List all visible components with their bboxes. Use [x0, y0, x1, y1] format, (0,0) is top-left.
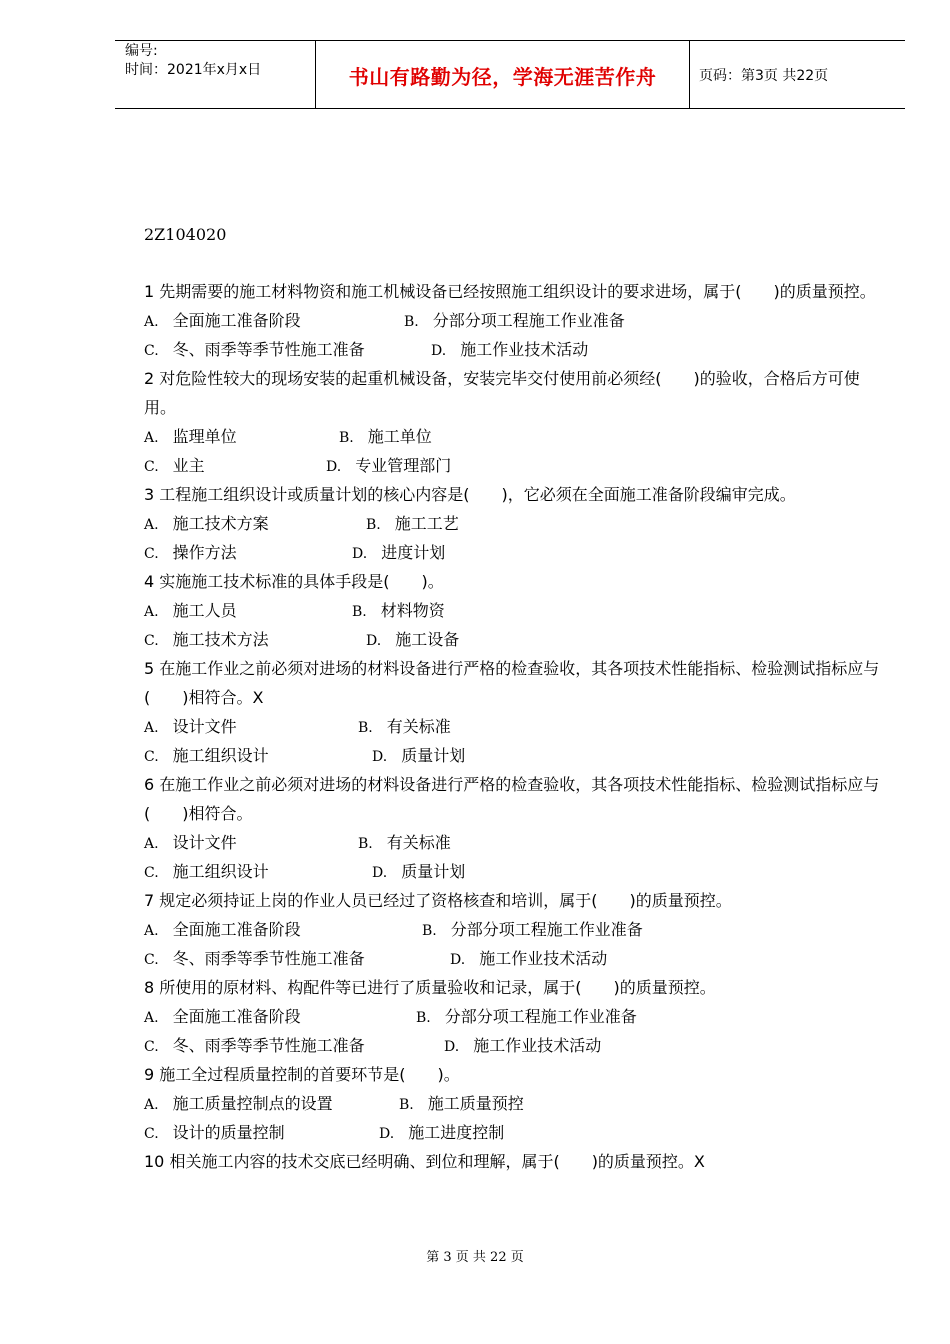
option-letter: D.: [366, 633, 382, 649]
answer-option: [144, 1002, 301, 1033]
option-row: [144, 1118, 884, 1147]
option-letter: D.: [372, 749, 388, 765]
option-letter: D.: [372, 865, 388, 881]
question-list: [144, 277, 884, 1176]
answer-option: [422, 915, 643, 946]
option-text: 分部分项工程施工作业准备: [432, 311, 625, 330]
option-text: 质量计划: [401, 746, 466, 765]
answer-option: [144, 422, 237, 453]
option-text: 施工技术方案: [172, 514, 269, 533]
answer-option: [144, 712, 237, 743]
answer-option: [144, 857, 269, 888]
option-letter: C.: [144, 546, 159, 562]
option-text: 分部分项工程施工作业准备: [444, 1007, 637, 1026]
option-text: 进度计划: [381, 543, 446, 562]
answer-option: [358, 828, 451, 859]
option-row: [144, 509, 884, 538]
answer-option: [416, 1002, 637, 1033]
option-row: [144, 596, 884, 625]
option-letter: A.: [144, 1097, 159, 1113]
option-row: [144, 1031, 884, 1060]
option-row: [144, 741, 884, 770]
time-label: 时间：2021年x月x日: [125, 62, 262, 78]
option-text: 施工质量预控: [427, 1094, 524, 1113]
question-text: 9 施工全过程质量控制的首要环节是( )。: [144, 1065, 460, 1084]
option-letter: B.: [404, 314, 419, 330]
spacer: [144, 249, 884, 277]
answer-option: [144, 335, 365, 366]
option-text: 施工设备: [395, 630, 460, 649]
option-letter: A.: [144, 430, 159, 446]
answer-option: [444, 1031, 601, 1062]
answer-option: [372, 857, 465, 888]
answer-option: [144, 509, 269, 540]
header-page-info: 页码：第3页 共22页: [699, 68, 829, 84]
answer-option: [144, 538, 237, 569]
option-text: 冬、雨季等季节性施工准备: [172, 340, 365, 359]
option-text: 施工质量控制点的设置: [172, 1094, 333, 1113]
option-letter: D.: [444, 1039, 460, 1055]
option-text: 施工进度控制: [408, 1123, 505, 1142]
option-text: 施工工艺: [394, 514, 459, 533]
option-letter: D.: [352, 546, 368, 562]
answer-option: [339, 422, 432, 453]
option-letter: B.: [366, 517, 381, 533]
question-text: 2 对危险性较大的现场安装的起重机械设备，安装完毕交付使用前必须经( )的验收，合格后方可使用。: [144, 369, 860, 417]
answer-option: [144, 306, 301, 337]
question-text: 7 规定必须持证上岗的作业人员已经过了资格核查和培训，属于( )的质量预控。: [144, 891, 732, 910]
option-text: 设计文件: [172, 833, 237, 852]
option-row: [144, 1089, 884, 1118]
answer-option: [144, 915, 301, 946]
option-letter: C.: [144, 1126, 159, 1142]
option-text: 专业管理部门: [355, 456, 452, 475]
option-letter: B.: [339, 430, 354, 446]
option-letter: B.: [422, 923, 437, 939]
option-letter: C.: [144, 1039, 159, 1055]
answer-option: [379, 1118, 504, 1149]
header-divider: [689, 41, 690, 108]
answer-option: [366, 625, 459, 656]
option-text: 全面施工准备阶段: [172, 1007, 301, 1026]
answer-option: [404, 306, 625, 337]
question-text: 3 工程施工组织设计或质量计划的核心内容是( )，它必须在全面施工准备阶段编审完成。: [144, 485, 796, 504]
answer-option: [144, 1089, 333, 1120]
option-text: 施工作业技术活动: [460, 340, 589, 359]
answer-option: [144, 828, 237, 859]
doc-code: 2Z104020: [144, 225, 227, 244]
option-letter: B.: [358, 720, 373, 736]
option-letter: A.: [144, 923, 159, 939]
option-row: [144, 335, 884, 364]
answer-option: [144, 741, 269, 772]
answer-option: [144, 1118, 285, 1149]
option-row: [144, 712, 884, 741]
option-text: 施工组织设计: [172, 746, 269, 765]
option-letter: B.: [399, 1097, 414, 1113]
option-text: 设计文件: [172, 717, 237, 736]
option-row: [144, 1002, 884, 1031]
answer-option: [352, 538, 445, 569]
option-text: 施工作业技术活动: [473, 1036, 602, 1055]
option-letter: A.: [144, 720, 159, 736]
option-text: 操作方法: [172, 543, 237, 562]
answer-option: [326, 451, 451, 482]
answer-option: [358, 712, 451, 743]
option-letter: D.: [450, 952, 466, 968]
answer-option: [366, 509, 459, 540]
option-text: 监理单位: [172, 427, 237, 446]
option-row: [144, 944, 884, 973]
option-letter: B.: [416, 1010, 431, 1026]
option-text: 业主: [172, 456, 205, 475]
option-letter: C.: [144, 952, 159, 968]
option-row: [144, 828, 884, 857]
option-letter: B.: [352, 604, 367, 620]
option-letter: C.: [144, 343, 159, 359]
answer-option: [399, 1089, 524, 1120]
number-label: 编号:: [125, 43, 158, 59]
option-letter: A.: [144, 517, 159, 533]
page-footer: 第 3 页 共 22 页: [426, 1250, 524, 1265]
option-letter: C.: [144, 633, 159, 649]
question-text: 4 实施施工技术标准的具体手段是( )。: [144, 572, 444, 591]
option-letter: C.: [144, 749, 159, 765]
answer-option: [144, 596, 237, 627]
question-text: 1 先期需要的施工材料物资和施工机械设备已经按照施工组织设计的要求进场，属于( )的质量预控。: [144, 282, 876, 301]
option-text: 有关标准: [386, 833, 451, 852]
question-text: 8 所使用的原材料、构配件等已进行了质量验收和记录，属于( )的质量预控。: [144, 978, 716, 997]
option-text: 施工组织设计: [172, 862, 269, 881]
answer-option: [431, 335, 588, 366]
option-text: 全面施工准备阶段: [172, 920, 301, 939]
option-letter: A.: [144, 314, 159, 330]
header-motto: 书山有路勤为径，学海无涯苦作舟: [348, 65, 657, 89]
option-text: 设计的质量控制: [172, 1123, 285, 1142]
answer-option: [450, 944, 607, 975]
header-meta: [125, 42, 261, 80]
option-row: [144, 422, 884, 451]
option-letter: A.: [144, 836, 159, 852]
option-letter: D.: [431, 343, 447, 359]
answer-option: [144, 1031, 365, 1062]
option-text: 分部分项工程施工作业准备: [450, 920, 643, 939]
answer-option: [144, 944, 365, 975]
option-text: 施工人员: [172, 601, 237, 620]
option-text: 质量计划: [401, 862, 466, 881]
answer-option: [372, 741, 465, 772]
option-row: [144, 857, 884, 886]
answer-option: [144, 625, 269, 656]
option-text: 材料物资: [380, 601, 445, 620]
option-row: [144, 306, 884, 335]
option-text: 施工作业技术活动: [479, 949, 608, 968]
option-text: 冬、雨季等季节性施工准备: [172, 1036, 365, 1055]
question-text: 5 在施工作业之前必须对进场的材料设备进行严格的检查验收，其各项技术性能指标、检验测试指标应与( )相符合。X: [144, 659, 880, 707]
option-letter: A.: [144, 604, 159, 620]
option-letter: D.: [379, 1126, 395, 1142]
question-text: 10 相关施工内容的技术交底已经明确、到位和理解，属于( )的质量预控。X: [144, 1152, 705, 1171]
option-text: 冬、雨季等季节性施工准备: [172, 949, 365, 968]
answer-option: [352, 596, 445, 627]
answer-option: [144, 451, 205, 482]
page-header: [115, 40, 905, 109]
option-text: 全面施工准备阶段: [172, 311, 301, 330]
option-row: [144, 538, 884, 567]
option-letter: C.: [144, 865, 159, 881]
option-letter: D.: [326, 459, 342, 475]
option-letter: A.: [144, 1010, 159, 1026]
option-row: [144, 915, 884, 944]
option-row: [144, 625, 884, 654]
question-text: 6 在施工作业之前必须对进场的材料设备进行严格的检查验收，其各项技术性能指标、检验测试指标应与( )相符合。: [144, 775, 880, 823]
option-text: 施工单位: [367, 427, 432, 446]
option-text: 施工技术方法: [172, 630, 269, 649]
option-letter: C.: [144, 459, 159, 475]
option-row: [144, 451, 884, 480]
option-text: 有关标准: [386, 717, 451, 736]
document-body: [144, 221, 884, 1176]
option-letter: B.: [358, 836, 373, 852]
